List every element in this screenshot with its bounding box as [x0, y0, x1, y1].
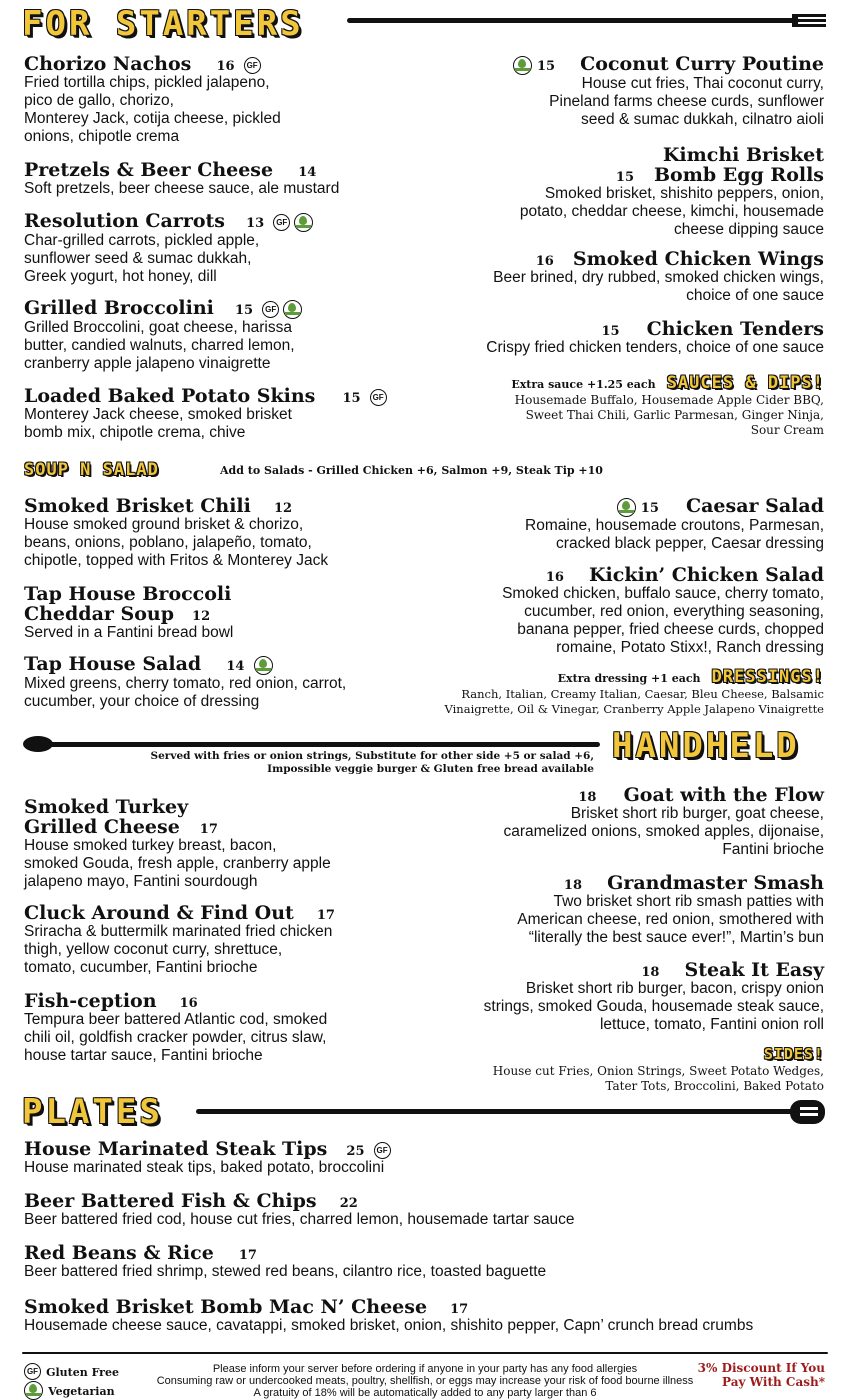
vegetarian-icon	[254, 656, 273, 675]
sides-heading: SIDES!	[763, 1045, 824, 1063]
fish-ception: Fish-ception 16 Tempura beer battered Atlantic cod, smoked chili oil, goldfish cracker powder, citrus slaw, house tartar sauce, Fantini brioche	[24, 990, 328, 1064]
plates-heading: PLATES	[22, 1092, 163, 1132]
allergy-notice: Please inform your server before ordering if anyone in your party has any food allergies Consuming raw or undercooked meats, poultry, shellfish, or eggs may increase your risk of food bourne illness A gratuity of 18% will be automatically added to any party larger than 6	[156, 1363, 694, 1399]
chicken-tenders: 15 Chicken Tenders Crispy fried chicken tenders, choice of one sauce	[486, 318, 824, 356]
handheld-note: Served with fries or onion strings, Substitute for other side +5 or salad +6, Impossible veggie burger & Gluten free bread available	[150, 750, 594, 775]
gluten-free-icon: GF	[374, 1142, 391, 1159]
pretzels-beer-cheese: Pretzels & Beer Cheese 14 Soft pretzels, beer cheese sauce, ale mustard	[24, 159, 340, 197]
red-beans-rice: Red Beans & Rice 17 Beer battered fried shrimp, stewed red beans, cilantro rice, toasted baguette	[24, 1242, 547, 1280]
item-description: Fried tortilla chips, pickled jalapeno, pico de gallo, chorizo, Monterey Jack, cotija cheese, pickled onions, chipotle crema	[24, 74, 281, 145]
cash-discount: 3% Discount If You Pay With Cash*	[697, 1361, 825, 1389]
smoked-chicken-wings: 16 Smoked Chicken Wings Beer brined, dry rubbed, smoked chicken wings, choice of one sauce	[493, 248, 824, 304]
gluten-free-icon: GF	[244, 57, 261, 74]
resolution-carrots: Resolution Carrots 13 GF Char-grilled carrots, pickled apple, sunflower seed & sumac dukkah, Greek yogurt, hot honey, dill	[24, 211, 454, 286]
steak-tips: House Marinated Steak Tips 25 GF House marinated steak tips, baked potato, broccolini	[24, 1139, 824, 1177]
vegetarian-icon	[283, 300, 302, 319]
chorizo-nachos: Chorizo Nachos 16 GF Fried tortilla chips, pickled jalapeno, pico de gallo, chorizo, Monterey Jack, cotija cheese, pickled onions, chipotle crema	[24, 54, 454, 146]
coconut-curry-poutine: 15 Coconut Curry Poutine House cut fries, Thai coconut curry, Pineland farms cheese curds, sunflower seed & sumac dukkah, cilnatro aioli	[424, 54, 824, 129]
smoked-turkey-grilled-cheese: Smoked Turkey Grilled Cheese 17 House smoked turkey breast, bacon, smoked Gouda, fresh apple, cranberry apple jalapeno mayo, Fantini sourdough	[24, 796, 331, 890]
gluten-free-icon: GF	[262, 301, 279, 318]
footer-divider	[22, 1352, 828, 1354]
fork-icon	[792, 10, 828, 32]
salad-addons-note: Add to Salads - Grilled Chicken +6, Salmon +9, Steak Tip +10	[220, 464, 603, 477]
dressings-heading: DRESSINGS!	[711, 667, 824, 687]
cluck-around: Cluck Around & Find Out 17 Sriracha & buttermilk marinated fried chicken thigh, yellow coconut curry, shrettuce, tomato, cucumber, Fantini brioche	[24, 902, 335, 976]
knife-divider	[196, 1109, 800, 1114]
caesar-salad: 15 Caesar Salad Romaine, housemade croutons, Parmesan, cracked black pepper, Caesar dressing	[525, 495, 824, 552]
vegetarian-icon	[294, 213, 313, 232]
spoon-divider	[48, 742, 600, 747]
handheld-heading: HANDHELD	[612, 726, 800, 766]
starters-heading: FOR STARTERS	[22, 4, 304, 44]
dressings-box: Extra dressing +1 each DRESSINGS! Ranch, Italian, Creamy Italian, Caesar, Bleu Cheese, Balsamic Vinaigrette, Oil & Vinegar, Cranberry Apple Jalapeno Vinaigrette	[444, 667, 824, 716]
vegetarian-icon	[617, 498, 636, 517]
sauces-heading: SAUCES & DIPS!	[666, 373, 824, 393]
grandmaster-smash: 18 Grandmaster Smash Two brisket short rib smash patties with American cheese, red onion, smothered with “literally the best sauce ever!”, Martin’s bun	[517, 872, 824, 946]
gluten-free-icon: GF	[370, 389, 387, 406]
fork-divider	[347, 18, 799, 23]
fish-and-chips: Beer Battered Fish & Chips 22 Beer battered fried cod, house cut fries, charred lemon, housemade tartar sauce	[24, 1190, 575, 1228]
smoked-brisket-chili: Smoked Brisket Chili 12 House smoked ground brisket & chorizo, beans, onions, poblano, jalapeño, tomato, chipotle, topped with Fritos & Monterey Jack	[24, 495, 329, 569]
sides-box: SIDES! House cut Fries, Onion Strings, Sweet Potato Wedges, Tater Tots, Broccolini, Baked Potato	[424, 1044, 824, 1094]
loaded-potato-skins: Loaded Baked Potato Skins 15 GF Monterey Jack cheese, smoked brisket bomb mix, chipotle crema, chive	[24, 386, 454, 442]
tap-house-salad: Tap House Salad 14 Mixed greens, cherry tomato, red onion, carrot, cucumber, your choice of dressing	[24, 653, 347, 710]
soup-salad-heading: SOUP N SALAD	[24, 460, 159, 480]
legend-vegetarian: Vegetarian	[24, 1380, 115, 1400]
gluten-free-icon: GF	[273, 214, 290, 231]
mac-n-cheese: Smoked Brisket Bomb Mac N’ Cheese 17 Housemade cheese sauce, cavatappi, smoked brisket, onion, shishito pepper, Capn’ crunch bread crumbs	[24, 1296, 754, 1334]
legend-gluten-free: GF Gluten Free	[24, 1361, 119, 1380]
kickin-chicken-salad: 16 Kickin’ Chicken Salad Smoked chicken, buffalo sauce, cherry tomato, cucumber, red onion, everything seasoning, banana pepper, fried cheese curds, chopped romaine, Potato Stixx!, Ranch dressing	[502, 564, 824, 656]
goat-with-the-flow: 18 Goat with the Flow Brisket short rib burger, goat cheese, caramelized onions, smoked apples, dijonaise, Fantini brioche	[503, 784, 824, 858]
vegetarian-icon	[24, 1381, 43, 1400]
kimchi-egg-rolls: Kimchi Brisket 15 Bomb Egg Rolls Smoked brisket, shishito peppers, onion, potato, cheddar cheese, kimchi, housemade cheese dipping sauce	[519, 144, 824, 238]
gluten-free-icon: GF	[24, 1363, 41, 1380]
knife-icon	[790, 1100, 826, 1124]
broccoli-cheddar-soup: Tap House Broccoli Cheddar Soup 12 Served in a Fantini bread bowl	[24, 583, 234, 641]
vegetarian-icon	[513, 56, 532, 75]
sauces-box: Extra sauce +1.25 each SAUCES & DIPS! Housemade Buffalo, Housemade Apple Cider BBQ, Sweet Thai Chili, Garlic Parmesan, Ginger Ninja, Sour Cream	[511, 373, 824, 437]
steak-it-easy: 18 Steak It Easy Brisket short rib burger, bacon, crispy onion strings, smoked Gouda, housemade steak sauce, lettuce, tomato, Fantini onion roll	[483, 959, 824, 1033]
grilled-broccolini: Grilled Broccolini 15 GF Grilled Broccolini, goat cheese, harissa butter, candied walnuts, charred lemon, cranberry apple jalapeno vinaigrette	[24, 298, 454, 373]
